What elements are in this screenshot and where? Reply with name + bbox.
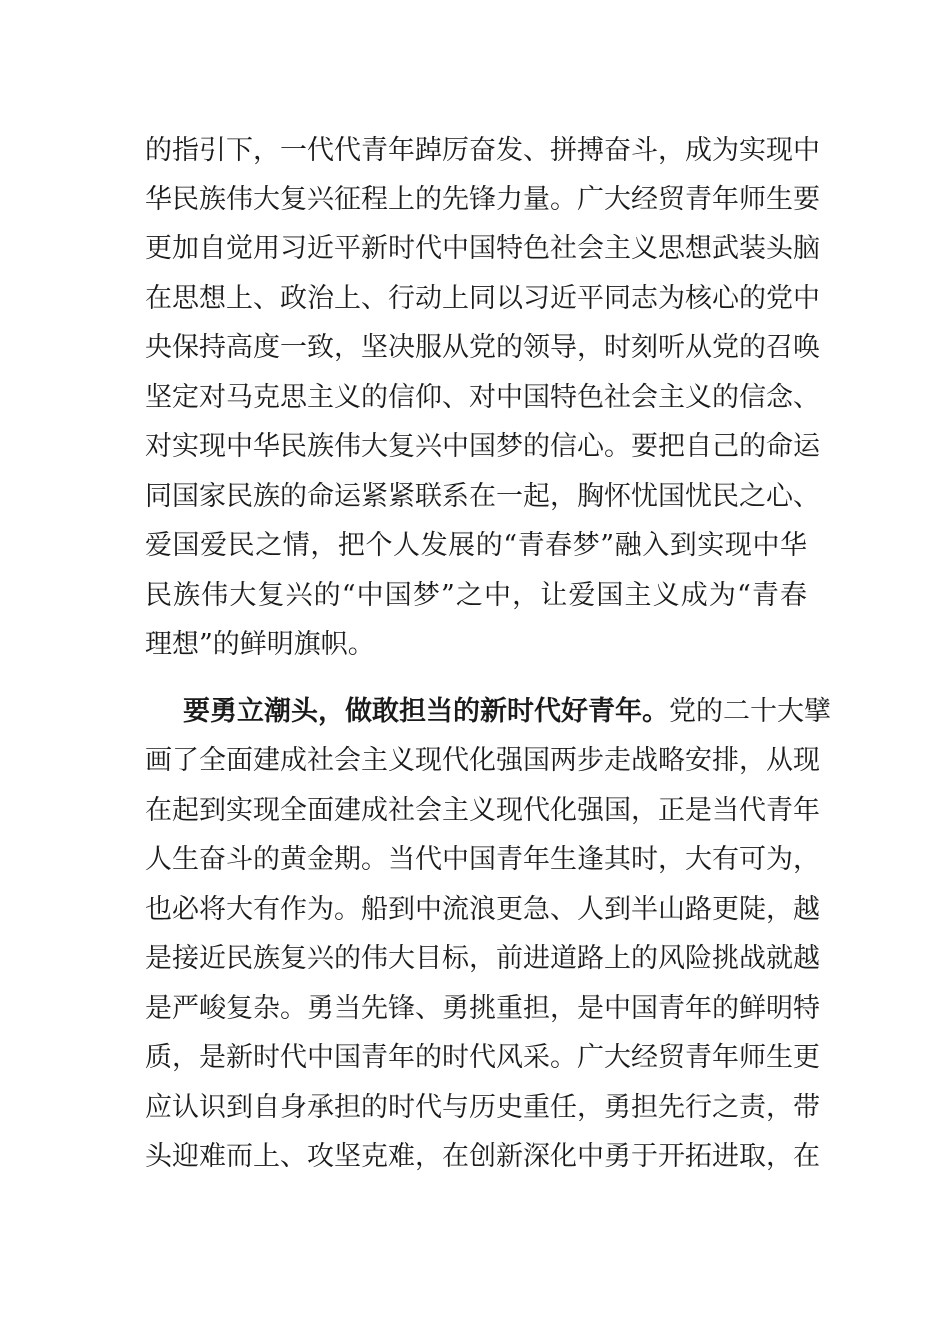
paragraph-2-line-10: 头迎难而上、攻坚克难，在创新深化中勇于开拓进取，在 <box>145 1141 820 1172</box>
paragraph-2-line-5: 也必将大有作为。船到中流浪更急、人到半山路更陡，越 <box>145 894 820 925</box>
paragraph-1-line-11: 理想”的鲜明旗帜。 <box>145 629 375 660</box>
paragraph-1-line-10: 民族伟大复兴的“中国梦”之中，让爱国主义成为“青春 <box>145 580 807 611</box>
paragraph-2-line-8: 质，是新时代中国青年的时代风采。广大经贸青年师生更 <box>145 1042 820 1073</box>
paragraph-1-line-7: 对实现中华民族伟大复兴中国梦的信心。要把自己的命运 <box>145 431 820 462</box>
paragraph-2-line-4: 人生奋斗的黄金期。当代中国青年生逢其时，大有可为， <box>145 844 820 875</box>
paragraph-1-line-3: 更加自觉用习近平新时代中国特色社会主义思想武装头脑 <box>145 233 820 264</box>
paragraph-1-line-8: 同国家民族的命运紧紧联系在一起，胸怀忧国忧民之心、 <box>145 481 820 512</box>
paragraph-2-heading: 要勇立潮头，做敢担当的新时代好青年。 <box>183 696 669 727</box>
paragraph-1-line-4: 在思想上、政治上、行动上同以习近平同志为核心的党中 <box>145 283 820 314</box>
paragraph-2-line-3: 在起到实现全面建成社会主义现代化强国，正是当代青年 <box>145 795 820 826</box>
paragraph-2-line-2: 画了全面建成社会主义现代化强国两步走战略安排，从现 <box>145 745 820 776</box>
paragraph-1-line-6: 坚定对马克思主义的信仰、对中国特色社会主义的信念、 <box>145 382 820 413</box>
paragraph-1-line-9: 爱国爱民之情，把个人发展的“青春梦”融入到实现中华 <box>145 530 807 561</box>
paragraph-1-line-1: 的指引下，一代代青年踔厉奋发、拼搏奋斗，成为实现中 <box>145 135 820 166</box>
paragraph-2-line-1-rest: 党的二十大擘 <box>669 696 831 727</box>
paragraph-2-line-7: 是严峻复杂。勇当先锋、勇挑重担，是中国青年的鲜明特 <box>145 993 820 1024</box>
paragraph-1-line-5: 央保持高度一致，坚决服从党的领导，时刻听从党的召唤 <box>145 332 820 363</box>
paragraph-2-line-9: 应认识到自身承担的时代与历史重任，勇担先行之责，带 <box>145 1092 820 1123</box>
paragraph-1-line-2: 华民族伟大复兴征程上的先锋力量。广大经贸青年师生要 <box>145 184 820 215</box>
paragraph-2-line-6: 是接近民族复兴的伟大目标，前进道路上的风险挑战就越 <box>145 943 820 974</box>
paragraph-2-line-1 <box>183 687 831 737</box>
